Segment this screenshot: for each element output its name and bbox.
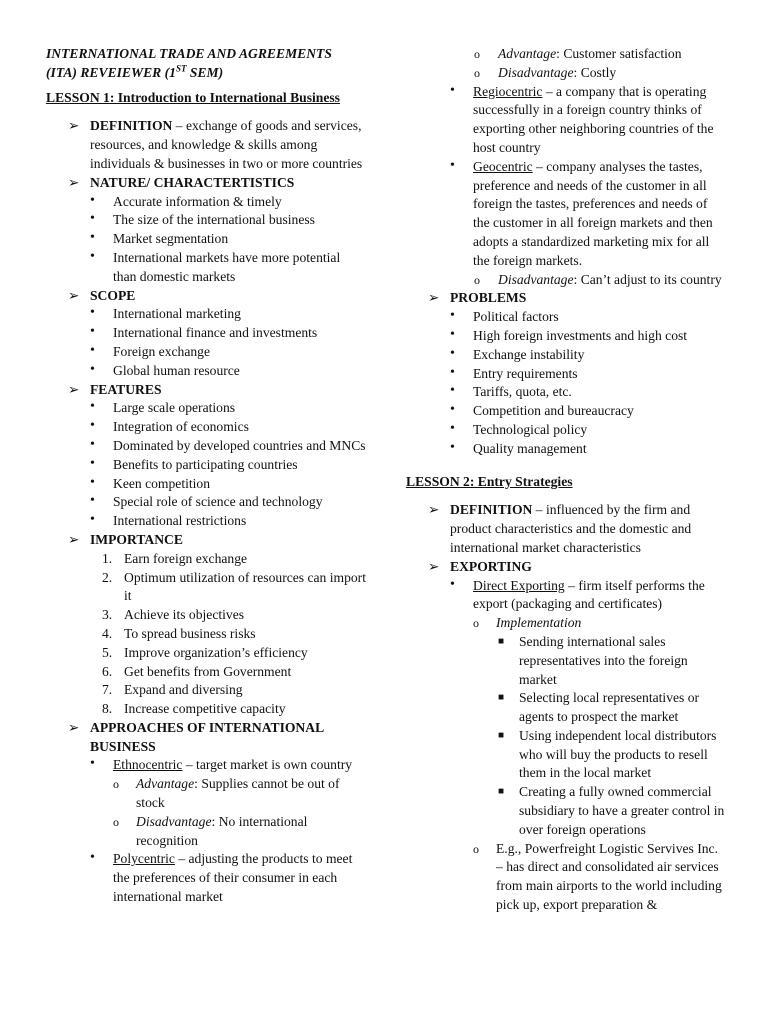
list-item-text: Earn foreign exchange — [124, 550, 248, 566]
lesson-1-heading: LESSON 1: Introduction to International Business — [46, 89, 340, 105]
list-item — [46, 305, 366, 324]
geocentric-text: – company analyses the tastes, preference and needs of the customer in all foreign the tastes, preferences and needs of the customer in all foreign markets and then adopts a standardized marketing mix for all the foreign markets. — [473, 158, 713, 268]
exporting-section — [406, 558, 726, 577]
left-column — [46, 0, 366, 907]
circle-bullet-icon: o — [474, 47, 480, 61]
bullet-icon: • — [450, 326, 455, 342]
circle-bullet-icon: o — [474, 65, 480, 80]
arrow-bullet-icon: ➢ — [68, 118, 80, 134]
arrow-bullet-icon: ➢ — [428, 558, 440, 574]
circle-bullet-icon: o — [473, 841, 479, 856]
bullet-icon: • — [450, 576, 455, 592]
definition-text: – exchange of goods and services, resources, and knowledge & skills among individuals & businesses in two or more countries — [90, 118, 363, 171]
bullet-icon: • — [90, 324, 95, 340]
circle-bullet-icon: o — [474, 272, 480, 287]
numbered-item — [46, 606, 366, 625]
ethnocentric-term: Ethnocentric — [113, 757, 183, 773]
list-item-text: Market segmentation — [113, 231, 229, 247]
list-item-text: Integration of economics — [113, 419, 249, 435]
list-item-text: Technological policy — [473, 421, 588, 437]
bullet-icon: • — [90, 493, 95, 509]
bullet-icon: • — [450, 157, 455, 173]
numbered-item — [46, 663, 366, 682]
features-section — [46, 381, 366, 400]
spacer — [406, 459, 726, 467]
regiocentric-text: – a company that is operating successfully in a foreign country thinks of exporting other neighboring countries of the host country — [473, 83, 714, 155]
list-item-text: Achieve its objectives — [124, 607, 245, 623]
bullet-icon: • — [450, 345, 455, 361]
disadvantage-label: Disadvantage — [136, 813, 212, 829]
list-item-text: Get benefits from Government — [124, 663, 292, 679]
sub-sub-item — [406, 689, 726, 727]
list-item — [406, 402, 726, 421]
sub-item — [46, 775, 366, 813]
bullet-icon: • — [90, 230, 95, 246]
bullet-icon: • — [90, 850, 95, 866]
scope-label: SCOPE — [90, 287, 136, 303]
arrow-bullet-icon: ➢ — [428, 290, 440, 306]
title-line-2-text: (ITA) REVEIEWER (1 — [46, 64, 176, 80]
list-item — [406, 346, 726, 365]
list-item — [406, 308, 726, 327]
list-item — [46, 399, 366, 418]
bullet-icon: • — [450, 439, 455, 455]
list-item — [46, 475, 366, 494]
bullet-icon: • — [90, 756, 95, 772]
sub-item — [46, 813, 366, 851]
list-item-text: Increase competitive capacity — [124, 701, 286, 717]
list-item — [46, 249, 366, 287]
implementation-label: Implementation — [496, 615, 582, 631]
square-bullet-icon: ■ — [498, 635, 505, 647]
bullet-icon: • — [90, 455, 95, 471]
square-bullet-icon: ■ — [498, 692, 505, 704]
advantage-text: : Customer satisfaction — [556, 46, 682, 61]
list-item-text: International finance and investments — [113, 325, 318, 341]
list-item-text: International restrictions — [113, 513, 247, 529]
item-number: 1. — [102, 550, 113, 566]
definition-label: DEFINITION — [90, 118, 173, 134]
circle-bullet-icon: o — [113, 777, 119, 792]
polycentric-text: – adjusting the products to meet the preferences of their consumer in each international market — [113, 851, 353, 905]
advantage-text: : Supplies cannot be out of stock — [136, 776, 340, 811]
list-item-text: Improve organization’s efficiency — [124, 644, 308, 660]
title-line-1: INTERNATIONAL TRADE AND AGREEMENTS — [46, 46, 332, 61]
advantage-label: Advantage — [498, 46, 557, 61]
title-superscript: ST — [175, 63, 187, 74]
list-item-text: Political factors — [473, 309, 559, 325]
arrow-bullet-icon: ➢ — [68, 531, 80, 547]
advantage-label: Advantage — [136, 776, 195, 792]
bullet-icon: • — [90, 436, 95, 452]
arrow-bullet-icon: ➢ — [68, 174, 80, 190]
list-item — [406, 83, 726, 158]
item-number: 3. — [102, 607, 113, 623]
disadvantage-label: Disadvantage — [498, 271, 574, 287]
bullet-icon: • — [450, 308, 455, 324]
numbered-item — [46, 625, 366, 644]
title-line-2-end: SEM) — [186, 64, 224, 80]
numbered-item — [46, 550, 366, 569]
direct-exporting-term: Direct Exporting — [473, 577, 565, 593]
list-item — [46, 418, 366, 437]
scope-section — [46, 287, 366, 306]
list-item-text: Tariffs, quota, etc. — [473, 384, 572, 400]
list-item — [406, 365, 726, 384]
sub-sub-item — [406, 633, 726, 689]
list-item-text: Competition and bureaucracy — [473, 403, 634, 419]
list-item — [406, 421, 726, 440]
title-line-2 — [46, 64, 366, 83]
circle-bullet-icon: o — [113, 814, 119, 829]
approaches-section — [46, 719, 366, 757]
item-number: 5. — [102, 644, 113, 660]
list-item — [406, 383, 726, 402]
disadvantage-text: : Can’t adjust to its country — [573, 271, 722, 287]
bullet-icon: • — [90, 342, 95, 358]
definition-label: DEFINITION — [450, 502, 533, 518]
list-item-text: Optimum utilization of resources can import it — [124, 569, 366, 604]
list-item — [46, 850, 366, 906]
regiocentric-term: Regiocentric — [473, 83, 543, 99]
bullet-icon: • — [450, 420, 455, 436]
list-item-text: International markets have more potential than domestic markets — [113, 249, 341, 284]
sub-sub-item — [406, 783, 726, 839]
bullet-icon: • — [90, 361, 95, 377]
item-number: 7. — [102, 682, 113, 698]
bullet-icon: • — [90, 192, 95, 208]
square-bullet-icon: ■ — [498, 729, 505, 741]
list-item — [46, 756, 366, 775]
list-item — [406, 327, 726, 346]
arrow-bullet-icon: ➢ — [428, 502, 440, 518]
arrow-bullet-icon: ➢ — [68, 719, 80, 735]
list-item-text: Special role of science and technology — [113, 494, 323, 510]
polycentric-term: Polycentric — [113, 851, 175, 867]
nature-label: NATURE/ CHARACTERTISTICS — [90, 174, 295, 190]
list-item — [406, 158, 726, 271]
right-column — [406, 0, 726, 915]
list-item — [46, 456, 366, 475]
definition-section — [46, 117, 366, 173]
arrow-bullet-icon: ➢ — [68, 287, 80, 303]
list-item-text: Using independent local distributors who will buy the products to resell them in the local market — [519, 727, 717, 781]
list-item-text: Keen competition — [113, 475, 211, 491]
numbered-item — [46, 644, 366, 663]
bullet-icon: • — [450, 82, 455, 98]
bullet-icon: • — [90, 399, 95, 415]
document-title — [46, 45, 366, 83]
list-item-text: To spread business risks — [124, 625, 256, 641]
approaches-label: APPROACHES OF INTERNATIONAL BUSINESS — [90, 719, 324, 754]
list-item-text: Exchange instability — [473, 346, 585, 362]
bullet-icon: • — [90, 512, 95, 528]
nature-section — [46, 174, 366, 193]
list-item — [46, 324, 366, 343]
arrow-bullet-icon: ➢ — [68, 381, 80, 397]
square-bullet-icon: ■ — [498, 786, 505, 798]
list-item — [46, 512, 366, 531]
geocentric-term: Geocentric — [473, 158, 533, 174]
bullet-icon: • — [90, 211, 95, 227]
list-item — [46, 230, 366, 249]
list-item — [46, 362, 366, 381]
features-label: FEATURES — [90, 381, 162, 397]
disadvantage-text: : No international recognition — [136, 813, 308, 848]
item-number: 8. — [102, 701, 113, 717]
list-item-text: International marketing — [113, 306, 241, 322]
list-item-text: Benefits to participating countries — [113, 456, 298, 472]
list-item-text: The size of the international business — [113, 212, 315, 228]
example-text: E.g., Powerfreight Logistic Servives Inc. – has direct and consolidated air services from main airports to the world including pick up, export preparation & — [496, 840, 722, 913]
bullet-icon: • — [90, 305, 95, 321]
numbered-item — [46, 700, 366, 719]
bullet-icon: • — [90, 248, 95, 264]
importance-section — [46, 531, 366, 550]
list-item-text: Expand and diversing — [124, 682, 243, 698]
bullet-icon: • — [90, 418, 95, 434]
sub-sub-item — [406, 727, 726, 783]
list-item-text: Large scale operations — [113, 400, 236, 416]
list-item-text: Foreign exchange — [113, 343, 211, 359]
exporting-label: EXPORTING — [450, 558, 532, 574]
list-item-text: Entry requirements — [473, 365, 578, 381]
sub-item — [406, 271, 726, 290]
ethnocentric-text: – target market is own country — [182, 757, 353, 773]
sub-item — [406, 614, 726, 633]
list-item-text: Selecting local representatives or agents to prospect the market — [519, 690, 700, 725]
list-item — [406, 577, 726, 615]
numbered-item — [46, 681, 366, 700]
lesson-2-heading: LESSON 2: Entry Strategies — [406, 473, 573, 489]
list-item — [46, 211, 366, 230]
bullet-icon: • — [90, 474, 95, 490]
numbered-item — [46, 569, 366, 607]
direct-exporting-text: – firm itself performs the export (packaging and certificates) — [473, 577, 705, 612]
list-item-text: Creating a fully owned commercial subsidiary to have a greater control in over foreign operations — [519, 784, 725, 837]
sub-item — [406, 45, 726, 64]
list-item-text: Accurate information & timely — [113, 193, 282, 209]
sub-item — [406, 840, 726, 915]
bullet-icon: • — [450, 383, 455, 399]
definition-section — [406, 501, 726, 557]
bullet-icon: • — [450, 402, 455, 418]
disadvantage-text: : Costly — [573, 64, 617, 80]
list-item-text: Sending international sales representatives into the foreign market — [519, 633, 688, 687]
importance-label: IMPORTANCE — [90, 531, 183, 547]
list-item-text: Global human resource — [113, 362, 240, 378]
disadvantage-label: Disadvantage — [498, 64, 574, 80]
list-item — [46, 343, 366, 362]
bullet-icon: • — [450, 364, 455, 380]
item-number: 6. — [102, 663, 113, 679]
list-item-text: High foreign investments and high cost — [473, 327, 688, 343]
sub-item — [406, 64, 726, 83]
item-number: 2. — [102, 569, 113, 585]
list-item — [406, 440, 726, 459]
definition-text: – influenced by the firm and product characteristics and the domestic and international market characteristics — [450, 502, 692, 555]
problems-label: PROBLEMS — [450, 290, 527, 306]
item-number: 4. — [102, 625, 113, 641]
list-item-text: Dominated by developed countries and MNCs — [113, 437, 366, 453]
list-item — [46, 493, 366, 512]
problems-section — [406, 289, 726, 308]
list-item-text: Quality management — [473, 440, 587, 456]
list-item — [46, 193, 366, 212]
circle-bullet-icon: o — [473, 616, 479, 631]
list-item — [46, 437, 366, 456]
